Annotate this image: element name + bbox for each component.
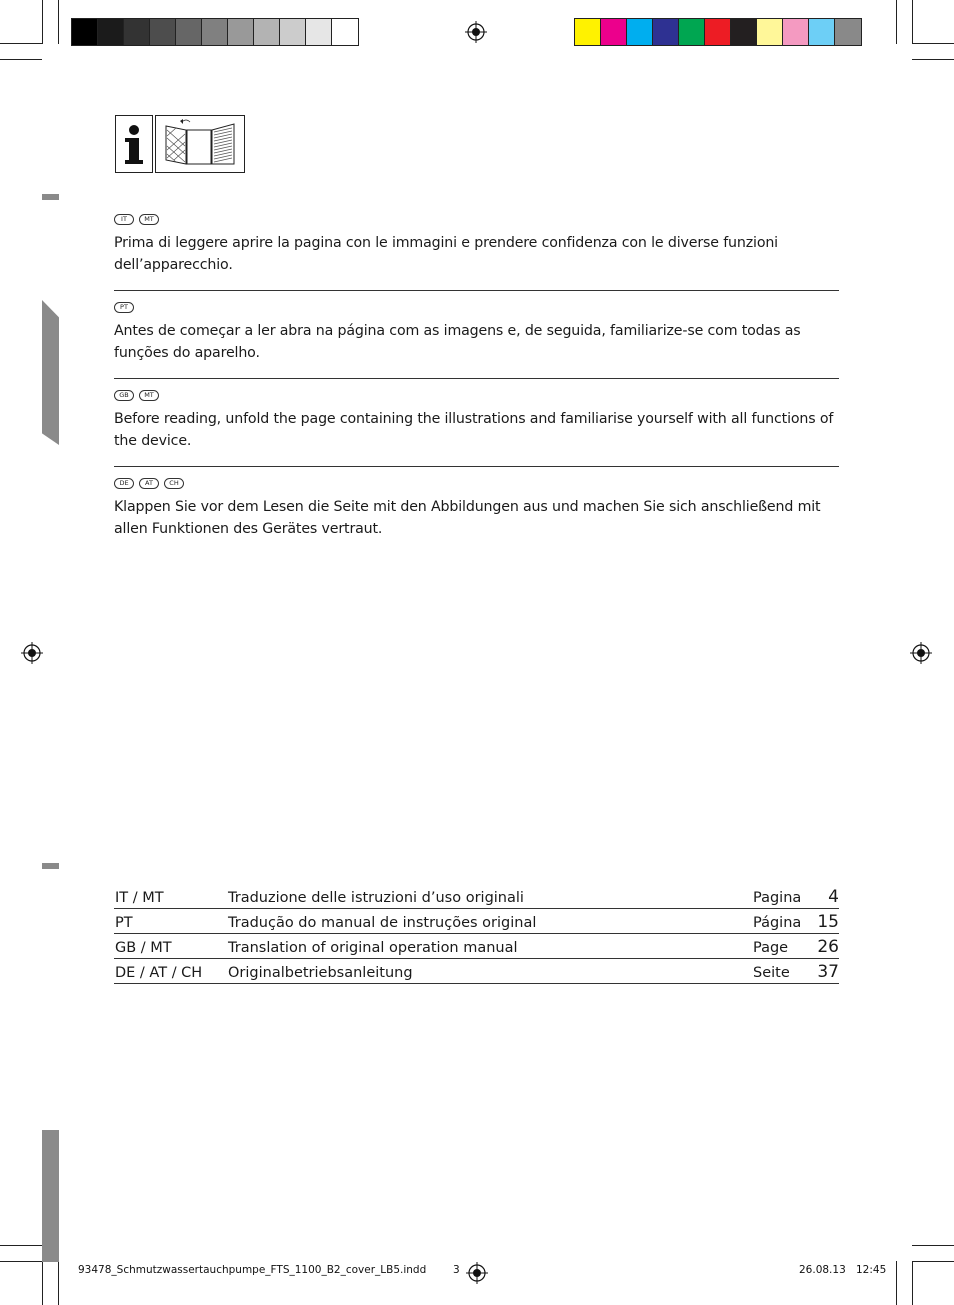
color-swatch [731, 19, 757, 45]
color-swatch [332, 19, 358, 45]
crop-mark [912, 1245, 954, 1246]
crop-mark [912, 59, 954, 60]
color-swatch [176, 19, 202, 45]
color-swatch [306, 19, 332, 45]
color-swatch [202, 19, 228, 45]
toc-title: Originalbetriebsanleitung [228, 965, 413, 981]
toc-page-word: Seite [753, 965, 790, 981]
crop-mark [912, 1261, 954, 1262]
color-swatch [575, 19, 601, 45]
language-badges [114, 390, 839, 404]
toc-page-number: 4 [828, 887, 839, 907]
section-gb-mt [114, 390, 839, 467]
crop-mark [58, 1261, 59, 1305]
section-text: Before reading, unfold the page containing the illustrations and familiarise yourself with all functions of the device. [114, 411, 834, 449]
unfold-page-icon [155, 115, 245, 173]
toc-page-number: 37 [817, 962, 839, 982]
registration-mark-icon [21, 642, 43, 664]
color-swatch [653, 19, 679, 45]
language-badges [114, 302, 839, 316]
table-of-contents [114, 884, 839, 984]
language-badge: AT [139, 478, 159, 489]
toc-language: GB / MT [115, 940, 172, 956]
crop-mark [0, 43, 42, 44]
toc-page-word: Página [753, 915, 802, 931]
registration-mark-icon [910, 642, 932, 664]
toc-row[interactable] [114, 909, 839, 934]
toc-page-word: Page [753, 940, 789, 956]
crop-mark [42, 0, 43, 44]
color-swatch [705, 19, 731, 45]
section-de-at-ch [114, 478, 839, 548]
language-badge: GB [114, 390, 134, 401]
color-swatch [228, 19, 254, 45]
language-badge: IT [114, 214, 134, 225]
language-badge: DE [114, 478, 134, 489]
color-swatch [150, 19, 176, 45]
color-control-bar [574, 18, 862, 46]
info-icon [115, 115, 153, 173]
toc-page-word: Pagina [753, 890, 802, 906]
color-swatch [835, 19, 861, 45]
color-swatch [809, 19, 835, 45]
toc-title: Translation of original operation manual [228, 940, 518, 956]
registration-mark-icon [466, 1262, 488, 1284]
crop-mark [0, 1261, 42, 1262]
section-it-mt [114, 214, 839, 291]
section-text: Klappen Sie vor dem Lesen die Seite mit den Abbildungen aus und machen Sie sich anschließend mit allen Funktionen des Gerätes vertraut. [114, 499, 821, 537]
toc-title: Tradução do manual de instruções original [228, 915, 537, 931]
color-swatch [124, 19, 150, 45]
color-swatch [72, 19, 98, 45]
side-tab [42, 1130, 59, 1262]
toc-language: IT / MT [115, 890, 164, 906]
toc-language: PT [115, 915, 133, 931]
crop-mark [58, 0, 59, 44]
section-text: Antes de começar a ler abra na página com as imagens e, de seguida, familiarize-se com todas as funções do aparelho. [114, 323, 801, 361]
side-tab-marker [42, 194, 59, 200]
slug-date: 26.08.13 [799, 1264, 846, 1276]
section-pt [114, 302, 839, 379]
toc-row[interactable] [114, 959, 839, 984]
crop-mark [896, 0, 897, 44]
color-swatch [254, 19, 280, 45]
slug-page-number: 3 [453, 1264, 460, 1276]
crop-mark [912, 0, 913, 44]
side-tab-marker [42, 863, 59, 869]
language-badges [114, 214, 839, 228]
color-swatch [98, 19, 124, 45]
toc-page-number: 26 [817, 937, 839, 957]
toc-page-number: 15 [817, 912, 839, 932]
grey-scale-bar [71, 18, 359, 46]
section-text: Prima di leggere aprire la pagina con le immagini e prendere confidenza con le diverse funzioni dell’apparecchio. [114, 235, 778, 273]
color-swatch [601, 19, 627, 45]
toc-title: Traduzione delle istruzioni d’uso originali [228, 890, 524, 906]
slug-time: 12:45 [856, 1264, 887, 1276]
crop-mark [896, 1261, 897, 1305]
toc-row[interactable] [114, 934, 839, 959]
language-badge: MT [139, 390, 159, 401]
color-swatch [679, 19, 705, 45]
side-tab [42, 300, 59, 445]
registration-mark-icon [465, 21, 487, 43]
toc-row[interactable] [114, 884, 839, 909]
crop-mark [912, 1261, 913, 1305]
toc-language: DE / AT / CH [115, 965, 203, 981]
language-badges [114, 478, 839, 492]
color-swatch [757, 19, 783, 45]
crop-mark [0, 1245, 42, 1246]
language-badge: PT [114, 302, 134, 313]
crop-mark [912, 43, 954, 44]
color-swatch [280, 19, 306, 45]
slug-filename: 93478_Schmutzwassertauchpumpe_FTS_1100_B2_cover_LB5.indd [78, 1264, 427, 1276]
crop-mark [42, 1261, 43, 1305]
language-badge: MT [139, 214, 159, 225]
crop-mark [0, 59, 42, 60]
color-swatch [627, 19, 653, 45]
color-swatch [783, 19, 809, 45]
language-badge: CH [164, 478, 184, 489]
